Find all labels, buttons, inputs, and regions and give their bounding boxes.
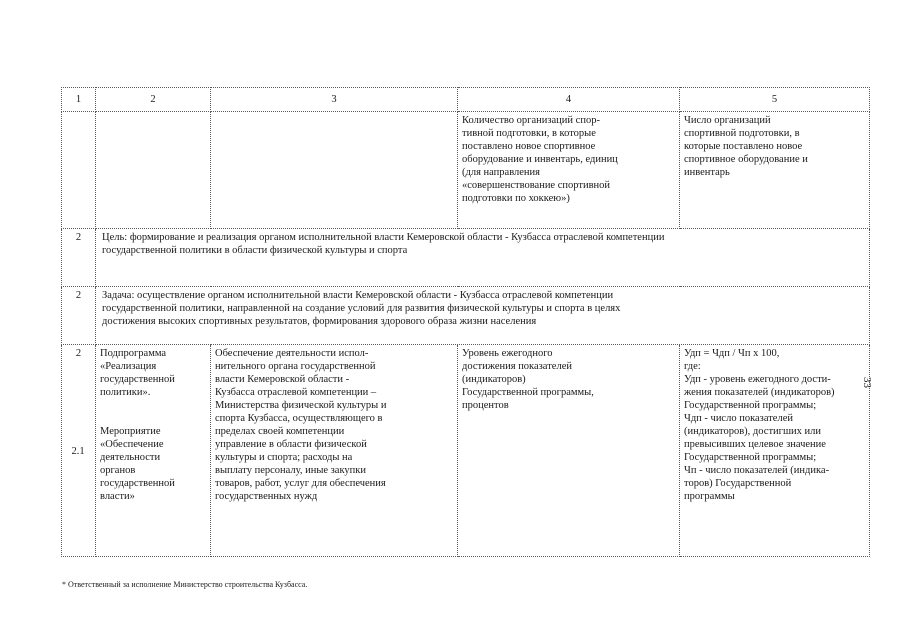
description-cell: Обеспечение деятельности испол- нительного органа государственной власти Кемеровской области - Кузбасса отраслевой компетенции – Министерства физической культуры и спорта Кузбасса, осуществляющего в пределах своей компетенции управление в области физической культуры и спорта; расходы на выплату персоналу, иные закупки товаров, работ, услуг для обеспечения государственных нужд bbox=[211, 345, 458, 557]
goal-row bbox=[62, 229, 870, 287]
footnote: * Ответственный за исполнение Министерство строительства Кузбасса. bbox=[62, 580, 308, 589]
row-number-cell bbox=[62, 112, 96, 229]
indicator-name-cell: Количество организаций спор- тивной подготовки, в которые поставлено новое спортивное оборудование и инвентарь, единиц (для направления «совершенствование спортивной подготовки по хоккею») bbox=[458, 112, 680, 229]
header-cell-2: 2 bbox=[96, 88, 211, 112]
event-name: Мероприятие «Обеспечение деятельности органов государственной власти» bbox=[100, 426, 175, 502]
header-cell-3: 3 bbox=[211, 88, 458, 112]
task-text: Задача: осуществление органом исполнительной власти Кемеровской области - Кузбасса отраслевой компетенции государственной политики, направленной на создание условий для развития физической культуры и спорта в целях достижения высоких спортивных результатов, формирования здорового образа жизни населения bbox=[96, 287, 870, 345]
program-name-cell bbox=[96, 112, 211, 229]
row-number-cell: 2 bbox=[62, 345, 96, 557]
calculation-method-cell: Удп = Чдп / Чп x 100, где: Удп - уровень ежегодного дости- жения показателей (индикаторов) Государственной программы; Чдп - число показателей (индикаторов), достигших или превысивших целевое значение Государственной программы; Чп - число показателей (индика- торов) Государственной программы bbox=[680, 345, 870, 557]
row-number-cell: 2 bbox=[62, 287, 96, 345]
subprogram-name: Подпрограмма «Реализация государственной политики». bbox=[100, 348, 175, 398]
program-table bbox=[61, 87, 870, 557]
program-name-cell bbox=[96, 345, 211, 557]
header-cell-5: 5 bbox=[680, 88, 870, 112]
table-header-row bbox=[62, 88, 870, 112]
header-cell-4: 4 bbox=[458, 88, 680, 112]
table-row bbox=[62, 112, 870, 229]
subprogram-row bbox=[62, 345, 870, 557]
event-number: 2.1 bbox=[71, 446, 85, 457]
description-cell bbox=[211, 112, 458, 229]
page-number: 33 bbox=[861, 377, 873, 388]
calculation-method-cell: Число организаций спортивной подготовки, в которые поставлено новое спортивное оборудование и инвентарь bbox=[680, 112, 870, 229]
task-row bbox=[62, 287, 870, 345]
indicator-name-cell: Уровень ежегодного достижения показателей (индикаторов) Государственной программы, процентов bbox=[458, 345, 680, 557]
goal-text: Цель: формирование и реализация органом исполнительной власти Кемеровской области - Кузбасса отраслевой компетенции государственной политики в области физической культуры и спорта bbox=[96, 229, 870, 287]
header-cell-1: 1 bbox=[62, 88, 96, 112]
row-number-cell: 2 bbox=[62, 229, 96, 287]
